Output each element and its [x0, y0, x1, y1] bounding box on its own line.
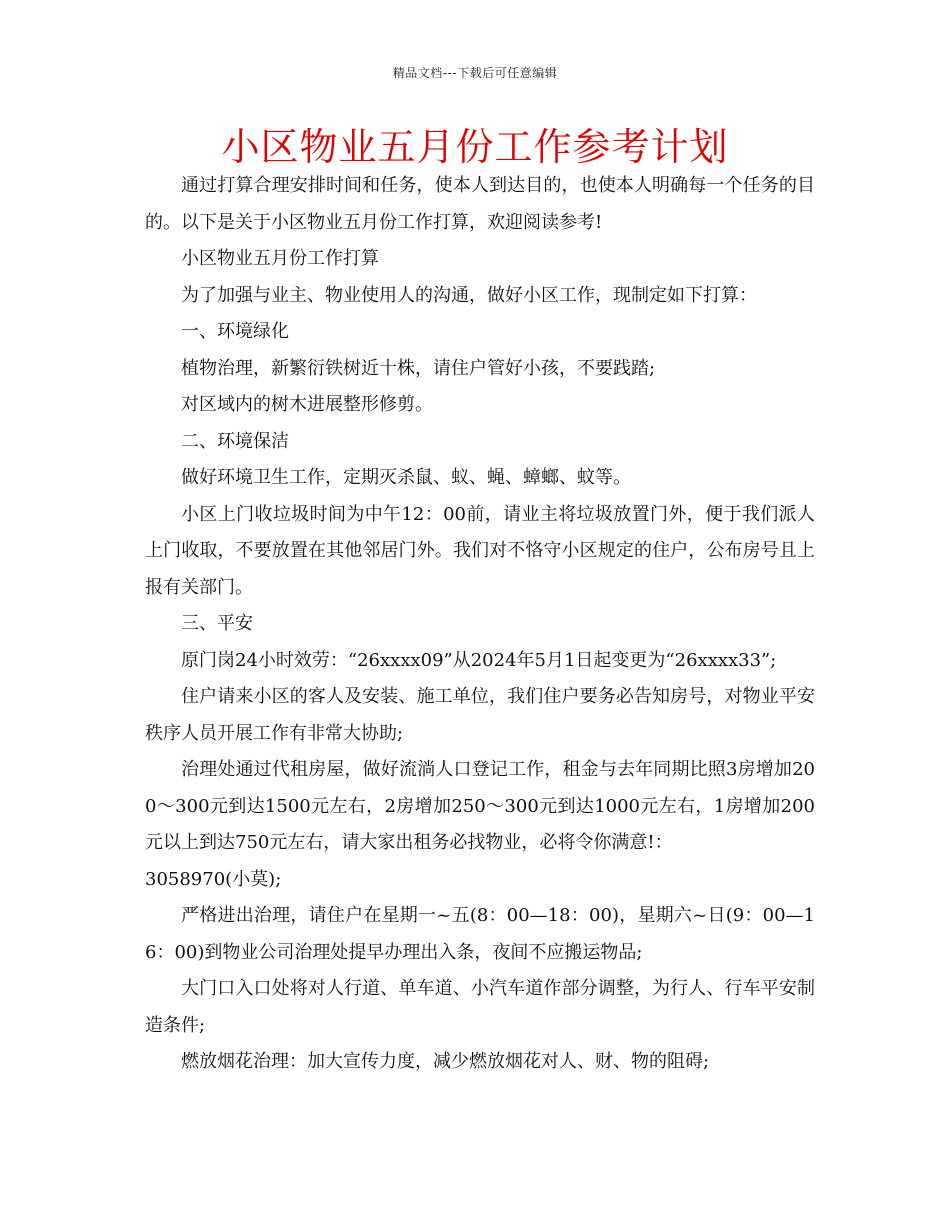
paragraph: 做好环境卫生工作，定期灭杀鼠、蚁、蝇、蟑螂、蚊等。 — [181, 467, 631, 488]
section-heading: 三、平安 — [181, 613, 253, 634]
paragraph: 为了加强与业主、物业使用人的沟通，做好小区工作，现制定如下打算： — [181, 284, 757, 306]
section-heading: 二、环境保洁 — [181, 430, 289, 452]
header-note: 精品文档---下载后可任意编辑 — [392, 66, 558, 80]
paragraph: 植物治理，新繁衍铁树近十株，请住户管好小孩，不要践踏; — [181, 357, 656, 379]
paragraph: 燃放烟花治理：加大宣传力度，减少燃放烟花对人、财、物的阻碍; — [181, 1051, 710, 1072]
paragraph: 对区域内的树木进展整形修剪。 — [181, 394, 433, 415]
paragraph: 原门岗24小时效劳：“26xxxx09”从2024年5月1日起变更为“26xxxx33”; — [181, 649, 777, 671]
paragraph: 严格进出治理，请住户在星期一~五(8：00—18：00)，星期六~日(9：00—16：00)到物业公司治理处提早办理出入条，夜间不应搬运物品; — [145, 905, 815, 963]
document-title: 小区物业五月份工作参考计划 — [221, 125, 729, 169]
paragraph: 住户请来小区的客人及安装、施工单位，我们住户要务必告知房号，对物业平安秩序人员开展工作有非常大协助; — [145, 686, 815, 744]
section-subtitle: 小区物业五月份工作打算 — [181, 248, 379, 269]
paragraph: 小区上门收垃圾时间为中午12：00前，请业主将垃圾放置门外，便于我们派人上门收取，不要放置在其他邻居门外。我们对不恪守小区规定的住户，公布房号且上报有关部门。 — [145, 503, 815, 598]
section-heading: 一、环境绿化 — [181, 321, 289, 342]
document-body — [145, 168, 815, 1081]
paragraph: 治理处通过代租房屋，做好流淌人口登记工作，租金与去年同期比照3房增加200～300元到达1500元左右，2房增加250～300元到达1000元左右，1房增加200元以上到达750元左右，请大家出租务必找物业，必将令你满意!： — [145, 759, 815, 853]
paragraph: 大门口入口处将对人行道、单车道、小汽车道作部分调整，为行人、行车平安制造条件; — [145, 978, 815, 1036]
paragraph: 3058970(小莫); — [145, 868, 282, 890]
paragraph: 通过打算合理安排时间和任务，使本人到达目的，也使本人明确每一个任务的目的。以下是关于小区物业五月份工作打算，欢迎阅读参考! — [145, 175, 815, 233]
